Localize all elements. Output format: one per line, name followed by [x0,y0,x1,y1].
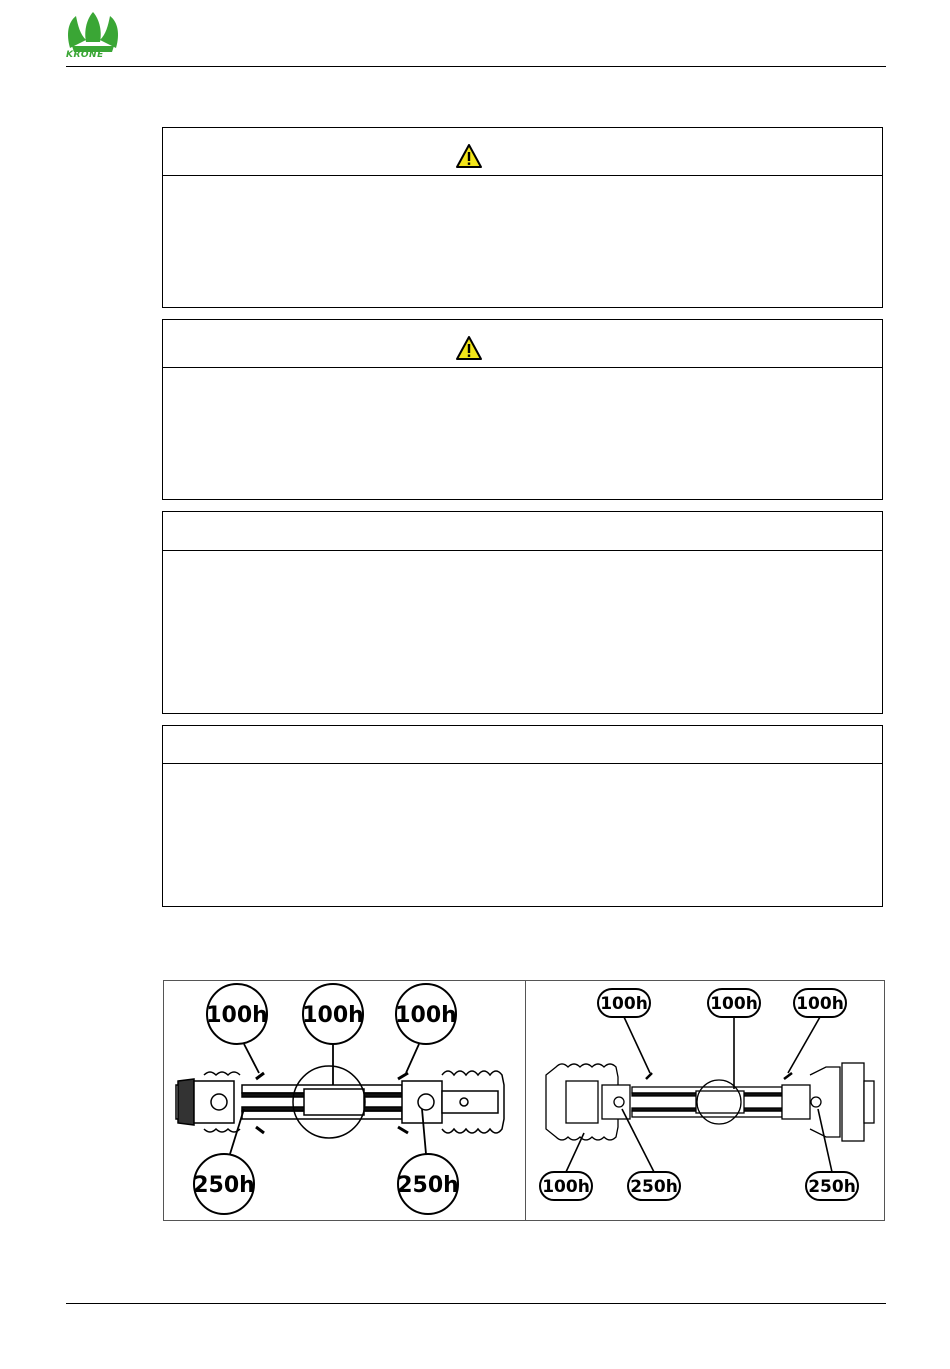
warning-box [162,319,883,500]
driveshaft-lubrication-figure [163,980,885,1221]
driveshaft-drawing-right [526,981,884,1220]
interval-label: 100h [600,994,648,1014]
interval-label: 250h [808,1177,856,1197]
header-divider [66,66,886,67]
interval-label: 250h [193,1173,255,1198]
logo-wordmark: KRONE [66,50,104,60]
warning-triangle-icon [455,335,483,361]
interval-label: 250h [397,1173,459,1198]
warning-triangle-icon [455,143,483,169]
note-box-header [163,512,882,551]
warning-box-header [163,128,882,176]
interval-label: 100h [796,994,844,1014]
note-box-header [163,726,882,764]
footer-divider [66,1303,886,1304]
interval-label: 100h [542,1177,590,1197]
warning-box-header [163,320,882,368]
figure-panel-left [163,980,526,1221]
interval-label: 100h [302,1003,364,1028]
figure-panel-right [525,980,885,1221]
note-box [162,725,883,907]
warning-box [162,127,883,308]
interval-label: 100h [395,1003,457,1028]
interval-label: 100h [206,1003,268,1028]
note-box [162,511,883,714]
interval-label: 250h [630,1177,678,1197]
interval-label: 100h [710,994,758,1014]
driveshaft-drawing-left [164,981,525,1220]
